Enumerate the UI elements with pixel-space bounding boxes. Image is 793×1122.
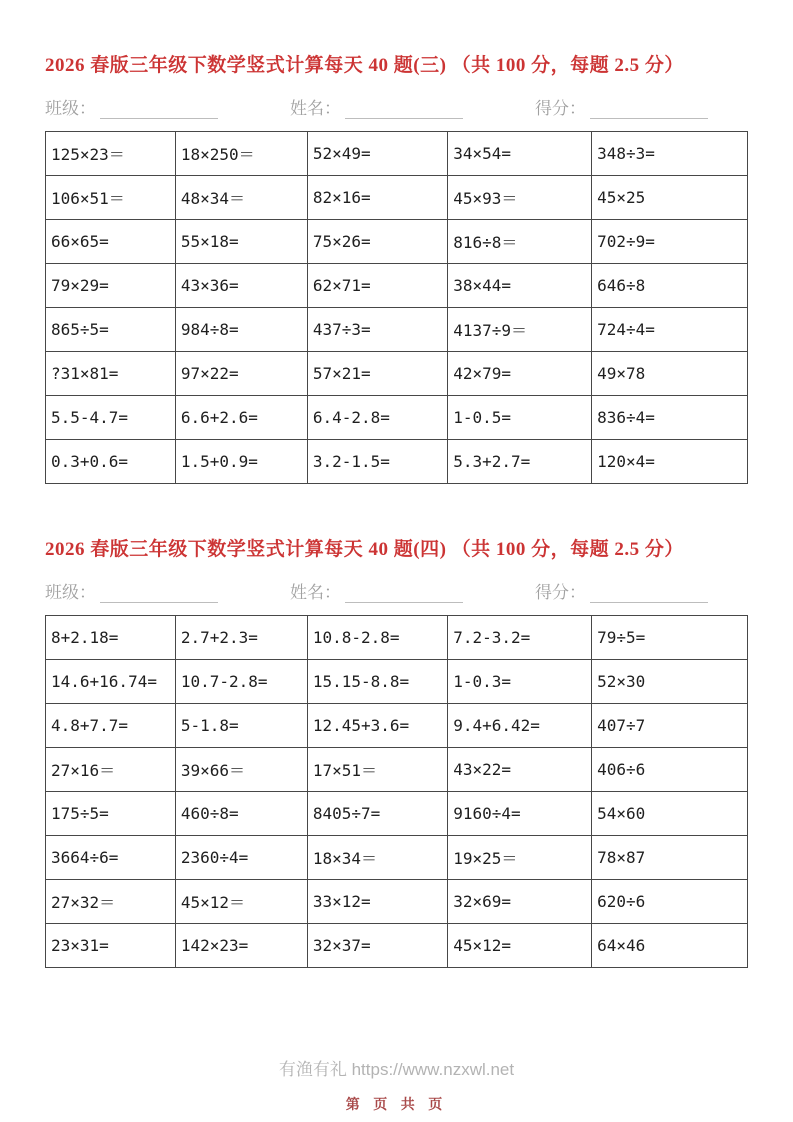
problem-cell: 82×16= (307, 176, 447, 220)
name-field-group (290, 99, 463, 119)
problem-cell: 1-0.3= (448, 660, 592, 704)
problem-cell: 460÷8= (175, 792, 307, 836)
score-blank-line (590, 99, 708, 119)
problem-cell: 45×12= (448, 924, 592, 968)
name-blank-line (345, 583, 463, 603)
problem-cell: 724÷4= (592, 308, 748, 352)
problem-cell: 19×25＝ (448, 836, 592, 880)
table-row (46, 880, 748, 924)
problem-cell: 9.4+6.42= (448, 704, 592, 748)
problem-cell: 64×46 (592, 924, 748, 968)
table-row (46, 132, 748, 176)
problem-cell: 97×22= (175, 352, 307, 396)
problem-cell: 125×23＝ (46, 132, 176, 176)
problem-cell: 4.8+7.7= (46, 704, 176, 748)
class-field-group (45, 99, 218, 119)
problem-cell: 7.2-3.2= (448, 616, 592, 660)
problem-cell: 6.6+2.6= (175, 396, 307, 440)
problem-cell: 48×34＝ (175, 176, 307, 220)
problem-cell: 14.6+16.74= (46, 660, 176, 704)
problem-cell: 45×25 (592, 176, 748, 220)
problem-cell: 52×30 (592, 660, 748, 704)
problem-cell: 2360÷4= (175, 836, 307, 880)
problem-cell: 78×87 (592, 836, 748, 880)
score-field-group (535, 99, 708, 119)
problem-cell: 54×60 (592, 792, 748, 836)
problem-cell: 5-1.8= (175, 704, 307, 748)
section-title: 2026 春版三年级下数学竖式计算每天 40 题(三) （共 100 分，每题 2.5 分） (45, 55, 684, 76)
problem-cell: 43×22= (448, 748, 592, 792)
table-row (46, 396, 748, 440)
problem-cell: 8+2.18= (46, 616, 176, 660)
problem-cell: 9160÷4= (448, 792, 592, 836)
table-row (46, 264, 748, 308)
table-row (46, 792, 748, 836)
problem-cell: 1.5+0.9= (175, 440, 307, 484)
problem-cell: 407÷7 (592, 704, 748, 748)
problem-cell: 106×51＝ (46, 176, 176, 220)
table-row (46, 660, 748, 704)
problem-cell: 10.8-2.8= (307, 616, 447, 660)
problem-cell: 4137÷9＝ (448, 308, 592, 352)
worksheet-section-4 (45, 534, 748, 968)
problem-cell: 816÷8＝ (448, 220, 592, 264)
problem-cell: 3.2-1.5= (307, 440, 447, 484)
name-label: 姓名： (290, 98, 341, 118)
name-field-group (290, 583, 463, 603)
problem-cell: 34×54= (448, 132, 592, 176)
class-blank-line (100, 583, 218, 603)
student-info-row (45, 93, 748, 119)
problem-cell: 12.45+3.6= (307, 704, 447, 748)
problem-cell: 0.3+0.6= (46, 440, 176, 484)
problem-cell: 79÷5= (592, 616, 748, 660)
problem-cell: 75×26= (307, 220, 447, 264)
problem-cell: 702÷9= (592, 220, 748, 264)
problem-cell: 17×51＝ (307, 748, 447, 792)
table-row (46, 440, 748, 484)
page-footer (45, 1055, 748, 1122)
student-info-row (45, 577, 748, 603)
problem-cell: 865÷5= (46, 308, 176, 352)
footer-site-link: 有渔有礼 https://www.nzxwl.net (278, 1060, 515, 1079)
problem-cell: 437÷3= (307, 308, 447, 352)
problem-cell: 120×4= (592, 440, 748, 484)
problem-cell: 3664÷6= (46, 836, 176, 880)
section-title: 2026 春版三年级下数学竖式计算每天 40 题(四) （共 100 分，每题 2.5 分） (45, 539, 684, 560)
problem-cell: 55×18= (175, 220, 307, 264)
problem-cell: 18×250＝ (175, 132, 307, 176)
problem-cell: 66×65= (46, 220, 176, 264)
problem-cell: 175÷5= (46, 792, 176, 836)
problem-cell: 79×29= (46, 264, 176, 308)
score-label: 得分： (535, 98, 586, 118)
problem-cell: 5.5-4.7= (46, 396, 176, 440)
problem-cell: 43×36= (175, 264, 307, 308)
problem-cell: 836÷4= (592, 396, 748, 440)
problem-cell: 39×66＝ (175, 748, 307, 792)
problem-cell: 6.4-2.8= (307, 396, 447, 440)
problem-cell: 646÷8 (592, 264, 748, 308)
footer-page-number: 第 页 共 页 (345, 1098, 448, 1113)
problem-cell: 57×21= (307, 352, 447, 396)
table-row (46, 748, 748, 792)
problem-cell: 406÷6 (592, 748, 748, 792)
table-row (46, 352, 748, 396)
problem-cell: 52×49= (307, 132, 447, 176)
problem-cell: 42×79= (448, 352, 592, 396)
table-row (46, 924, 748, 968)
problem-cell: 1-0.5= (448, 396, 592, 440)
score-blank-line (590, 583, 708, 603)
problem-cell: ?31×81= (46, 352, 176, 396)
problems-table (45, 615, 748, 968)
table-row (46, 220, 748, 264)
class-label: 班级： (45, 98, 96, 118)
problem-cell: 45×93＝ (448, 176, 592, 220)
class-label: 班级： (45, 582, 96, 602)
problem-cell: 38×44= (448, 264, 592, 308)
problem-cell: 18×34＝ (307, 836, 447, 880)
worksheet-section-3 (45, 50, 748, 484)
problem-cell: 32×37= (307, 924, 447, 968)
problem-cell: 49×78 (592, 352, 748, 396)
problem-cell: 32×69= (448, 880, 592, 924)
table-row (46, 308, 748, 352)
table-row (46, 836, 748, 880)
problem-cell: 62×71= (307, 264, 447, 308)
score-field-group (535, 583, 708, 603)
problems-table (45, 131, 748, 484)
score-label: 得分： (535, 582, 586, 602)
problem-cell: 984÷8= (175, 308, 307, 352)
class-blank-line (100, 99, 218, 119)
problem-cell: 27×16＝ (46, 748, 176, 792)
problem-cell: 15.15-8.8= (307, 660, 447, 704)
name-blank-line (345, 99, 463, 119)
table-row (46, 176, 748, 220)
problem-cell: 45×12＝ (175, 880, 307, 924)
problem-cell: 8405÷7= (307, 792, 447, 836)
problem-cell: 620÷6 (592, 880, 748, 924)
problem-cell: 10.7-2.8= (175, 660, 307, 704)
table-row (46, 616, 748, 660)
problem-cell: 348÷3= (592, 132, 748, 176)
problem-cell: 5.3+2.7= (448, 440, 592, 484)
problem-cell: 27×32＝ (46, 880, 176, 924)
problem-cell: 23×31= (46, 924, 176, 968)
problem-cell: 2.7+2.3= (175, 616, 307, 660)
name-label: 姓名： (290, 582, 341, 602)
problem-cell: 142×23= (175, 924, 307, 968)
problem-cell: 33×12= (307, 880, 447, 924)
table-row (46, 704, 748, 748)
class-field-group (45, 583, 218, 603)
